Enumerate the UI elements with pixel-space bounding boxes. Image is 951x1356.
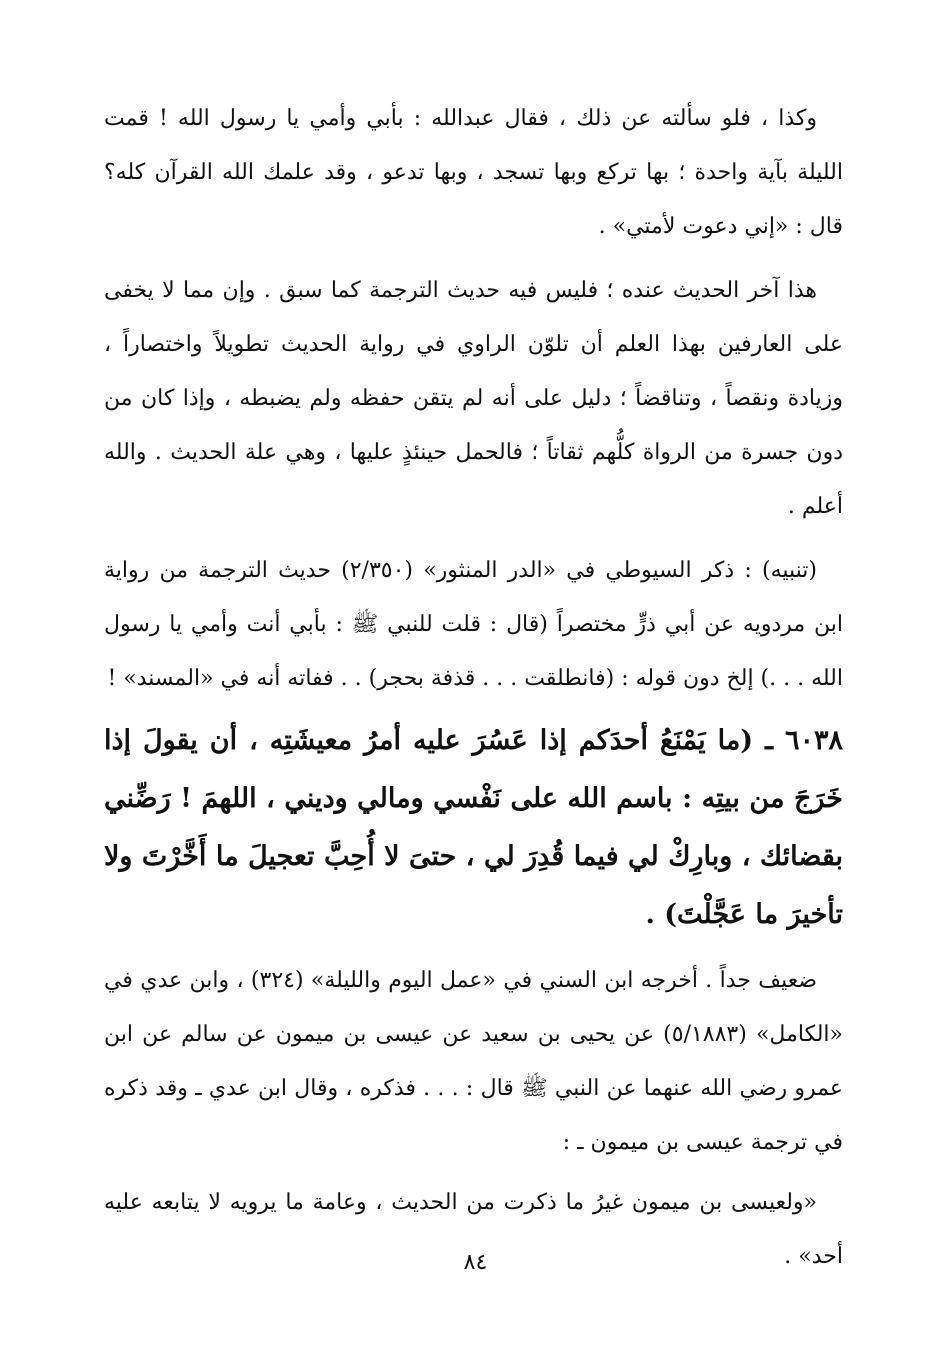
paragraph-note: (تنبيه) : ذكر السيوطي في «الدر المنثور» (٢/٣٥٠) حديث الترجمة من رواية ابن مردويه عن أبي ذرٍّ مختصراً (قال : قلت للنبي ﷺ : بأبي أنت وأمي يا رسول الله . . .) إلخ دون قوله : (فانطلقت . . . قذفة بحجر) . . ففاته أنه في «المسند» ! bbox=[104, 558, 843, 691]
hadith-text: ٦٠٣٨ ـ (ما يَمْنَعُ أحدَكم إذا عَسُرَ عليه أمرُ معيشَتِه ، أن يقولَ إذا خَرَجَ من بيتِه : باسم الله على نَفْسي ومالي وديني ، اللهمَ ! رَضِّني بقضائك ، وبارِكْ لي فيما قُدِرَ لي ، حتىَ لا أُحِبَّ تعجيلَ ما أَخَّرْتَ ولا تأخيرَ ما عَجَّلْتَ) . bbox=[104, 725, 843, 930]
commentary-quote: «ولعيسى بن ميمون غيرُ ما ذكرت من الحديث ، وعامة ما يرويه لا يتابعه عليه أحد» . bbox=[104, 1190, 843, 1269]
page-body bbox=[104, 92, 843, 1284]
page-number: ٨٤ bbox=[463, 1250, 488, 1275]
paragraph-1: وكذا ، فلو سألته عن ذلك ، فقال عبدالله : بأبي وأمي يا رسول الله ! قمت الليلة بآية واحدة ؛ بها تركع وبها تسجد ، وبها تدعو ، وقد علمك الله القرآن كله؟ قال : «إني دعوت لأمتي» . bbox=[104, 106, 843, 239]
commentary-1: ضعيف جداً . أخرجه ابن السني في «عمل اليوم والليلة» (٣٢٤) ، وابن عدي في «الكامل» (٥/١٨٨٣) عن يحيى بن سعيد عن عيسى بن ميمون عن سالم عن ابن عمرو رضي الله عنهما عن النبي ﷺ قال : . . . فذكره ، وقال ابن عدي ـ وقد ذكره في ترجمة عيسى بن ميمون ـ : bbox=[104, 968, 843, 1155]
paragraph-2: هذا آخر الحديث عنده ؛ فليس فيه حديث الترجمة كما سبق . وإن مما لا يخفى على العارفين بهذا العلم أن تلوّن الراوي في رواية الحديث تطويلاً واختصاراً ، وزيادة ونقصاً ، وتناقضاً ؛ دليل على أنه لم يتقن حفظه ولم يضبطه ، وإذا كان من دون جسرة من الرواة كلُّهم ثقاتاً ؛ فالحمل حينئذٍ عليها ، وهي علة الحديث . والله أعلم . bbox=[104, 278, 843, 519]
